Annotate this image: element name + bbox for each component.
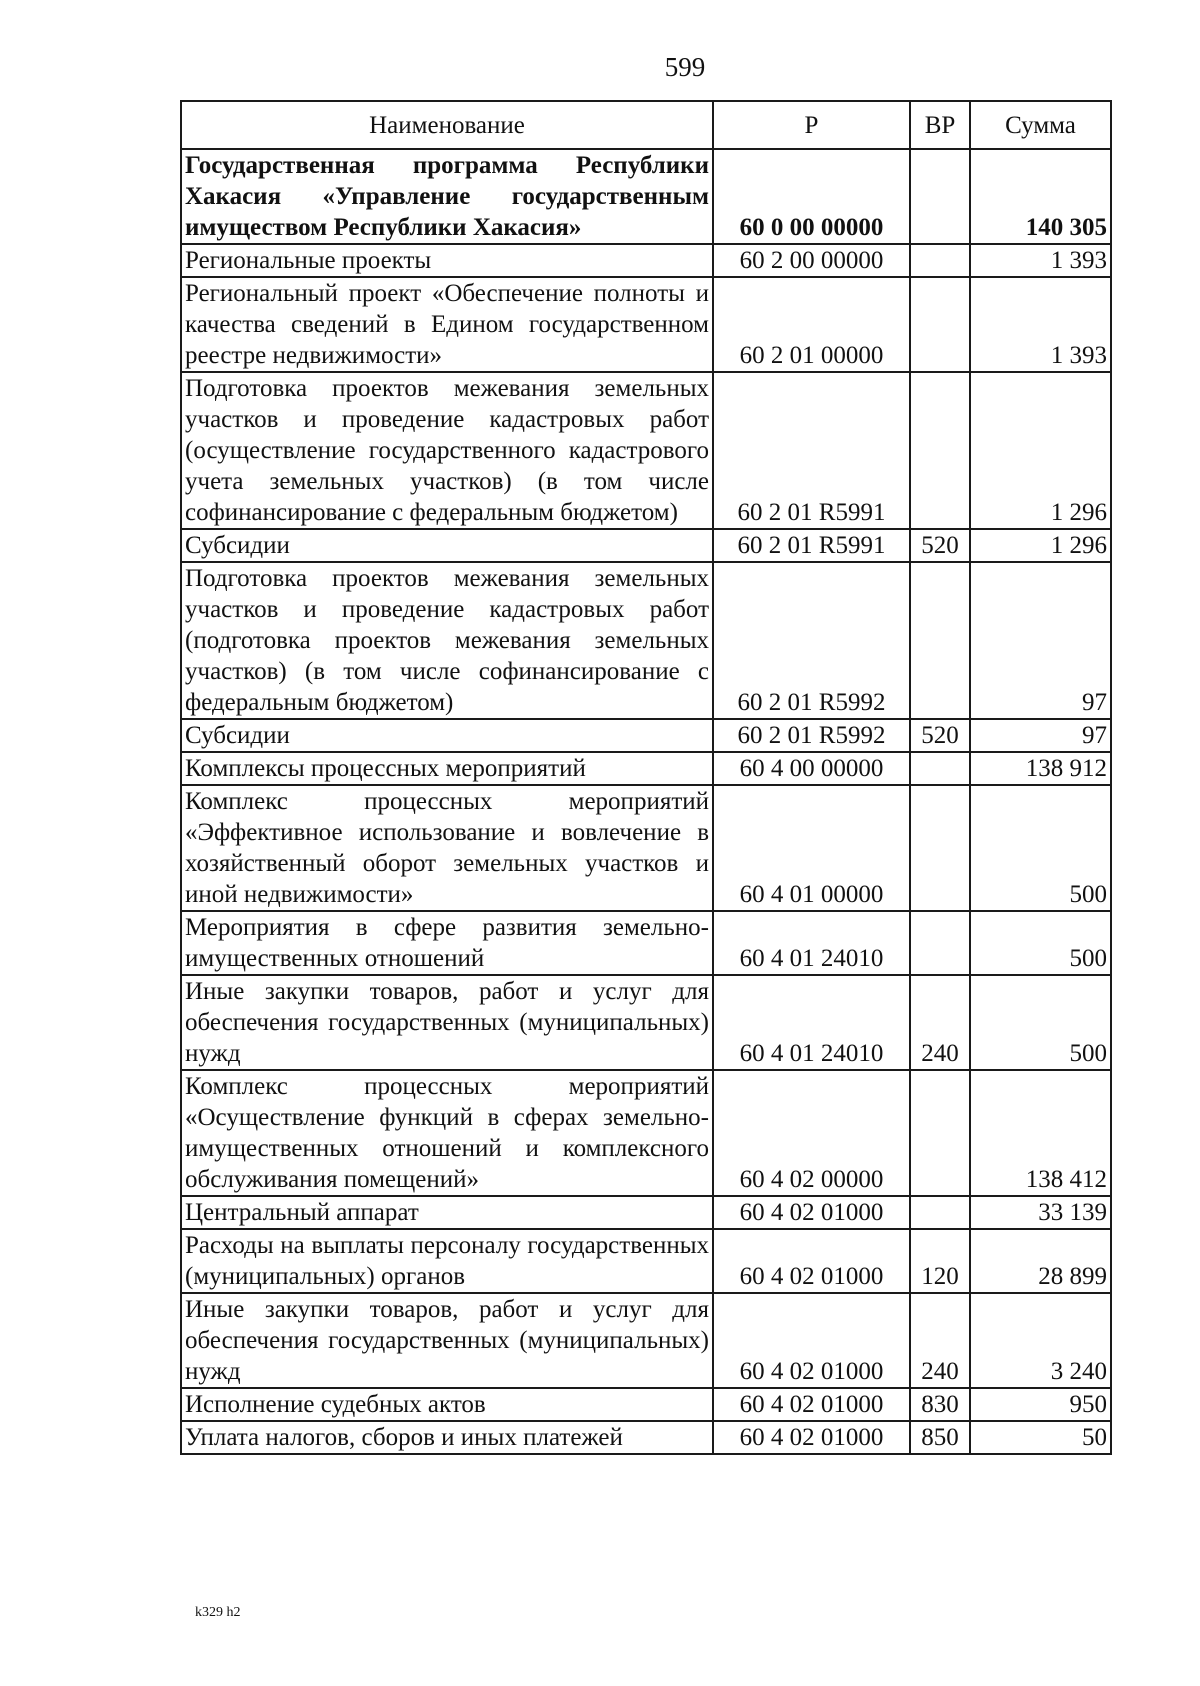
cell-name: Подготовка проектов межевания земельных участков и проведение кадастровых работ (подготовка проектов межевания земельных участков) (в том числе софинансирование с федеральным бюджетом) — [181, 562, 713, 719]
table-row — [181, 911, 1111, 975]
cell-code: 60 2 01 00000 — [713, 277, 910, 372]
cell-vr — [910, 277, 970, 372]
cell-code: 60 2 01 R5992 — [713, 562, 910, 719]
cell-sum: 3 240 — [970, 1293, 1111, 1388]
cell-name: Субсидии — [181, 529, 713, 562]
table-row — [181, 1196, 1111, 1229]
cell-sum: 500 — [970, 785, 1111, 911]
table-row — [181, 562, 1111, 719]
cell-code: 60 2 01 R5992 — [713, 719, 910, 752]
header-vr: ВР — [910, 101, 970, 149]
cell-code: 60 4 02 01000 — [713, 1421, 910, 1454]
cell-code: 60 0 00 00000 — [713, 149, 910, 244]
table-row — [181, 1070, 1111, 1196]
cell-sum: 1 296 — [970, 529, 1111, 562]
cell-sum: 138 912 — [970, 752, 1111, 785]
table-body — [181, 149, 1111, 1454]
table-row — [181, 529, 1111, 562]
cell-code: 60 4 01 00000 — [713, 785, 910, 911]
cell-name: Расходы на выплаты персоналу государственных (муниципальных) органов — [181, 1229, 713, 1293]
cell-name: Комплекс процессных мероприятий «Осуществление функций в сферах земельно-имущественных отношений и комплексного обслуживания помещений» — [181, 1070, 713, 1196]
cell-name: Исполнение судебных актов — [181, 1388, 713, 1421]
cell-vr — [910, 1070, 970, 1196]
cell-vr — [910, 1196, 970, 1229]
cell-vr: 520 — [910, 529, 970, 562]
cell-code: 60 4 01 24010 — [713, 975, 910, 1070]
cell-name: Центральный аппарат — [181, 1196, 713, 1229]
budget-table — [180, 100, 1112, 1455]
cell-name: Государственная программа Республики Хакасия «Управление государственным имуществом Республики Хакасия» — [181, 149, 713, 244]
cell-sum: 1 296 — [970, 372, 1111, 529]
header-r: Р — [713, 101, 910, 149]
cell-name: Подготовка проектов межевания земельных участков и проведение кадастровых работ (осуществление государственного кадастрового учета земельных участков) (в том числе софинансирование с федеральным бюджетом) — [181, 372, 713, 529]
cell-vr — [910, 562, 970, 719]
table-row — [181, 1388, 1111, 1421]
cell-vr: 830 — [910, 1388, 970, 1421]
table-header-row — [181, 101, 1111, 149]
cell-vr: 520 — [910, 719, 970, 752]
cell-sum: 1 393 — [970, 244, 1111, 277]
table-row — [181, 149, 1111, 244]
cell-name: Субсидии — [181, 719, 713, 752]
table-row — [181, 975, 1111, 1070]
table-row — [181, 244, 1111, 277]
cell-sum: 97 — [970, 719, 1111, 752]
cell-name: Региональный проект «Обеспечение полноты и качества сведений в Едином государственном реестре недвижимости» — [181, 277, 713, 372]
table-row — [181, 785, 1111, 911]
table-row — [181, 1421, 1111, 1454]
cell-vr — [910, 911, 970, 975]
table-row — [181, 752, 1111, 785]
cell-sum: 33 139 — [970, 1196, 1111, 1229]
cell-vr — [910, 372, 970, 529]
page-number: 599 — [664, 52, 706, 82]
cell-code: 60 4 02 01000 — [713, 1293, 910, 1388]
cell-code: 60 4 02 01000 — [713, 1229, 910, 1293]
cell-vr: 850 — [910, 1421, 970, 1454]
cell-vr: 240 — [910, 975, 970, 1070]
cell-vr — [910, 149, 970, 244]
cell-sum: 500 — [970, 975, 1111, 1070]
table-row — [181, 1293, 1111, 1388]
cell-code: 60 2 01 R5991 — [713, 372, 910, 529]
cell-name: Региональные проекты — [181, 244, 713, 277]
cell-vr — [910, 244, 970, 277]
header-name: Наименование — [181, 101, 713, 149]
table-row — [181, 372, 1111, 529]
cell-name: Мероприятия в сфере развития земельно-имущественных отношений — [181, 911, 713, 975]
cell-sum: 50 — [970, 1421, 1111, 1454]
cell-sum: 950 — [970, 1388, 1111, 1421]
cell-code: 60 4 02 01000 — [713, 1196, 910, 1229]
cell-vr — [910, 785, 970, 911]
cell-sum: 97 — [970, 562, 1111, 719]
table-row — [181, 1229, 1111, 1293]
cell-code: 60 4 00 00000 — [713, 752, 910, 785]
footer-code: k329 h2 — [195, 1605, 241, 1620]
cell-code: 60 4 01 24010 — [713, 911, 910, 975]
cell-name: Иные закупки товаров, работ и услуг для обеспечения государственных (муниципальных) нужд — [181, 1293, 713, 1388]
cell-name: Комплексы процессных мероприятий — [181, 752, 713, 785]
table-row — [181, 277, 1111, 372]
cell-code: 60 4 02 01000 — [713, 1388, 910, 1421]
cell-sum: 138 412 — [970, 1070, 1111, 1196]
table-row — [181, 719, 1111, 752]
cell-name: Уплата налогов, сборов и иных платежей — [181, 1421, 713, 1454]
cell-vr — [910, 752, 970, 785]
cell-vr: 120 — [910, 1229, 970, 1293]
cell-vr: 240 — [910, 1293, 970, 1388]
cell-sum: 28 899 — [970, 1229, 1111, 1293]
cell-sum: 500 — [970, 911, 1111, 975]
cell-code: 60 4 02 00000 — [713, 1070, 910, 1196]
cell-code: 60 2 01 R5991 — [713, 529, 910, 562]
cell-name: Иные закупки товаров, работ и услуг для обеспечения государственных (муниципальных) нужд — [181, 975, 713, 1070]
cell-code: 60 2 00 00000 — [713, 244, 910, 277]
cell-name: Комплекс процессных мероприятий «Эффективное использование и вовлечение в хозяйственный оборот земельных участков и иной недвижимости» — [181, 785, 713, 911]
cell-sum: 140 305 — [970, 149, 1111, 244]
cell-sum: 1 393 — [970, 277, 1111, 372]
header-sum: Сумма — [970, 101, 1111, 149]
